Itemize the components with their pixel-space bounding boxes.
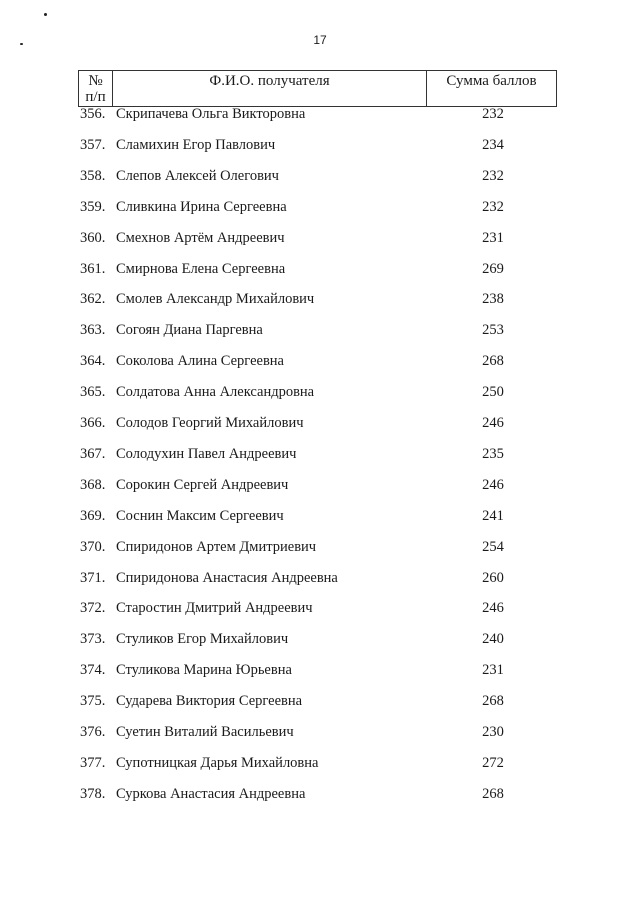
table-row [0,446,640,466]
row-number: 358. [80,167,106,184]
recipient-name: Слепов Алексей Олегович [116,167,279,184]
row-number: 372. [80,600,106,617]
score-value: 232 [482,198,504,215]
score-value: 246 [482,600,504,617]
table-row [0,724,640,744]
recipient-name: Сорокин Сергей Андреевич [116,476,289,493]
table-row [0,786,640,806]
score-value: 253 [482,322,504,339]
row-number: 364. [80,353,106,370]
header-number-label: № [88,73,103,89]
table-header [78,70,557,107]
recipient-name: Суркова Анастасия Андреевна [116,785,306,802]
row-number: 366. [80,415,106,431]
recipient-name: Старостин Дмитрий Андреевич [116,600,313,617]
score-value: 254 [482,538,504,555]
row-number: 377. [80,754,106,771]
table-row [0,755,640,775]
score-value: 234 [482,136,504,153]
recipient-name: Солдатова Анна Александровна [116,384,315,401]
recipient-name: Скрипачева Ольга Викторовна [116,106,306,122]
page-number: 17 [313,33,327,47]
recipient-name: Стуликова Марина Юрьевна [116,662,292,679]
score-value: 272 [482,754,504,771]
score-value: 235 [482,445,504,462]
table-row [0,199,640,219]
score-value: 250 [482,384,504,401]
header-name-label: Ф.И.О. получателя [209,73,330,89]
recipient-name: Сламихин Егор Павлович [116,136,276,153]
row-number: 373. [80,631,106,648]
row-number: 371. [80,569,106,586]
row-number: 362. [80,291,106,308]
recipient-name: Смехнов Артём Андреевич [116,229,285,246]
row-number: 359. [80,198,106,215]
score-value: 232 [482,106,504,122]
row-number: 375. [80,693,106,710]
table-row [0,322,640,342]
recipient-name: Солодов Георгий Михайлович [116,415,304,431]
table-row [0,384,640,404]
row-number: 369. [80,507,106,524]
header-score-label: Сумма баллов [446,73,537,89]
score-value: 231 [482,229,504,246]
recipient-name: Суетин Виталий Васильевич [116,724,294,740]
table-row [0,168,640,188]
table-row [0,477,640,497]
recipient-name: Спиридонов Артем Дмитриевич [116,538,317,555]
row-number: 365. [80,384,106,401]
table-row [0,230,640,250]
score-value: 269 [482,260,504,277]
table-row [0,570,640,590]
recipient-name: Сливкина Ирина Сергеевна [116,198,287,215]
table-row [0,106,640,126]
recipient-name: Соснин Максим Сергеевич [116,507,284,524]
row-number: 374. [80,662,106,679]
recipient-name: Смирнова Елена Сергеевна [116,260,286,277]
table-row [0,631,640,651]
table-row [0,508,640,528]
score-value: 240 [482,631,504,648]
recipient-name: Спиридонова Анастасия Андреевна [116,569,338,586]
score-value: 268 [482,693,504,710]
score-value: 268 [482,353,504,370]
row-number: 367. [80,445,106,462]
score-value: 230 [482,724,504,740]
recipient-name: Стуликов Егор Михайлович [116,631,289,648]
scan-speck [44,13,47,16]
score-value: 231 [482,662,504,679]
score-value: 232 [482,167,504,184]
table-row [0,291,640,311]
recipient-name: Солодухин Павел Андреевич [116,445,297,462]
row-number: 378. [80,785,106,802]
table-row [0,693,640,713]
recipient-name: Смолев Александр Михайлович [116,291,315,308]
table-row [0,662,640,682]
score-value: 238 [482,291,504,308]
table-row [0,539,640,559]
row-number: 356. [80,106,106,122]
header-name-cell [113,71,427,106]
row-number: 363. [80,322,106,339]
score-value: 246 [482,415,504,431]
table-row [0,415,640,435]
header-number-sublabel: п/п [85,89,106,105]
table-row [0,261,640,281]
recipient-name: Согоян Диана Паргевна [116,322,263,339]
score-value: 241 [482,507,504,524]
row-number: 360. [80,229,106,246]
row-number: 361. [80,260,106,277]
header-number-cell [79,71,113,106]
row-number: 357. [80,136,106,153]
score-value: 260 [482,569,504,586]
row-number: 370. [80,538,106,555]
table-row [0,353,640,373]
table-row [0,137,640,157]
table-row [0,600,640,620]
recipient-name: Сударева Виктория Сергеевна [116,693,303,710]
recipient-name: Соколова Алина Сергеевна [116,353,284,370]
score-value: 246 [482,476,504,493]
row-number: 368. [80,476,106,493]
recipient-name: Супотницкая Дарья Михайловна [116,754,319,771]
header-score-cell [427,71,556,106]
score-value: 268 [482,785,504,802]
row-number: 376. [80,724,106,740]
